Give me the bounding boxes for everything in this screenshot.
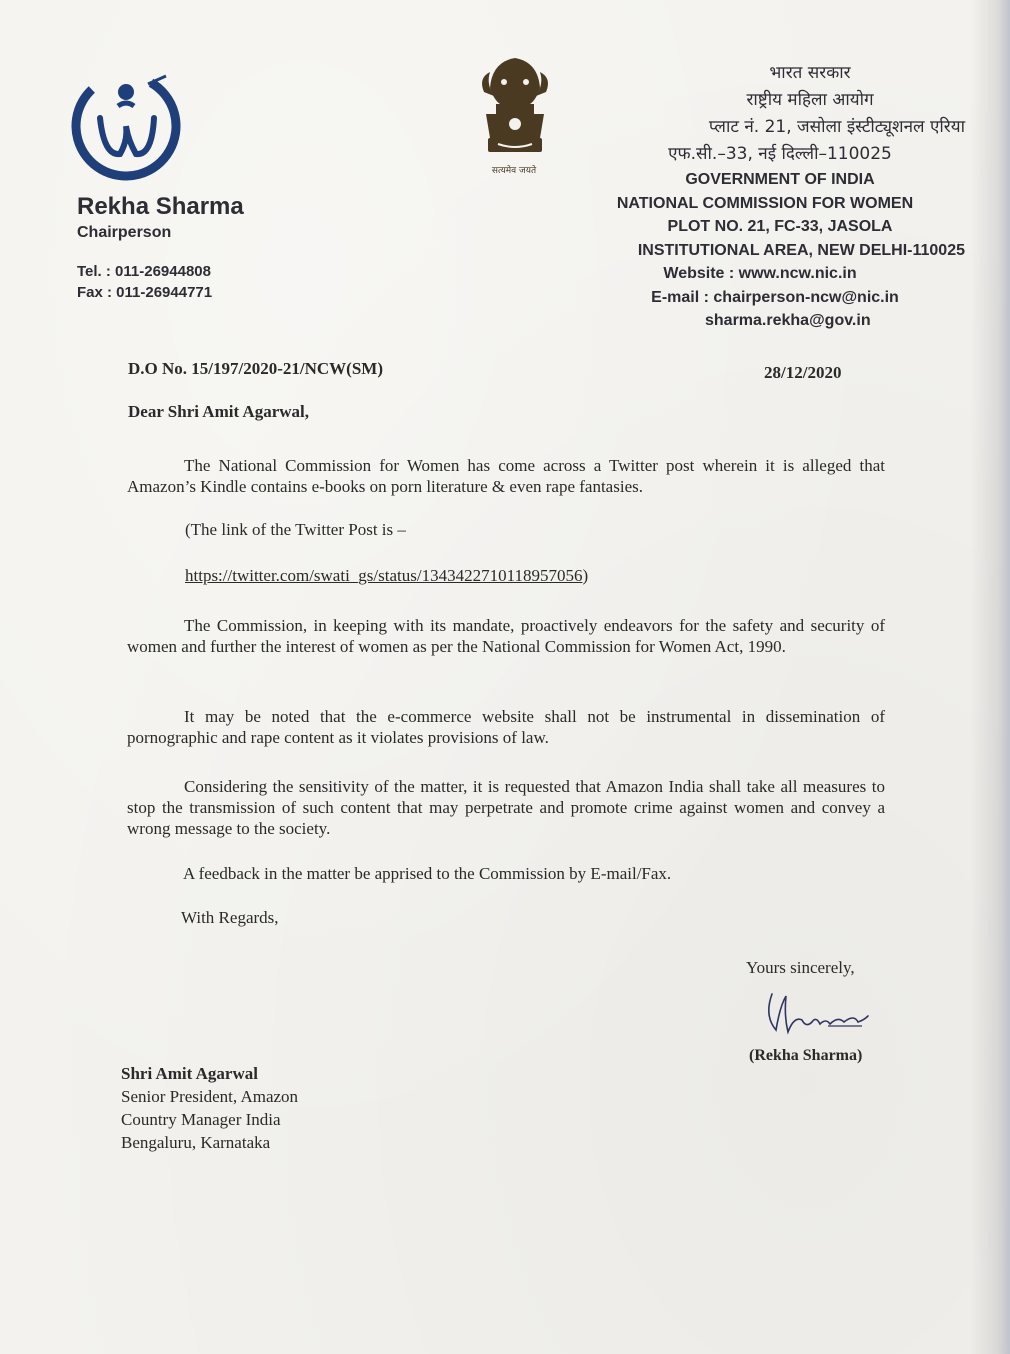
- english-line-2: NATIONAL COMMISSION FOR WOMEN: [616, 194, 914, 212]
- salutation: Dear Shri Amit Agarwal,: [128, 402, 310, 421]
- paragraph-1: The National Commission for Women has come across a Twitter post wherein it is alleged that Amazon’s Kindle contains e-books on porn literature & even rape fantasies.: [127, 456, 885, 496]
- letter-date: 28/12/2020: [764, 363, 842, 382]
- email-line-2: sharma.rekha@gov.in: [705, 312, 871, 329]
- recipient-line-3: Bengaluru, Karnataka: [121, 1133, 271, 1152]
- hindi-line-3: प्लाट नं. 21, जसोला इंस्टीट्यूशनल एरिया: [708, 117, 965, 137]
- hindi-line-4: एफ.सी.–33, नई दिल्ली–110025: [668, 144, 892, 164]
- recipient-name: Shri Amit Agarwal: [121, 1064, 258, 1083]
- recipient-line-2: Country Manager India: [121, 1110, 281, 1129]
- twitter-link-line: [185, 566, 588, 586]
- paragraph-4: Considering the sensitivity of the matter, it is requested that Amazon India shall take all measures to stop the transmission of such content that may perpetrate and promote crime against women and convey a wrong message to the society.: [127, 777, 885, 838]
- letterhead-address: [535, 60, 965, 333]
- regards: With Regards,: [181, 908, 279, 927]
- email-line-1: E-mail : chairperson-ncw@nic.in: [651, 288, 899, 306]
- hindi-line-1: भारत सरकार: [769, 63, 851, 83]
- twitter-link[interactable]: https://twitter.com/swati_gs/status/1343422710118957056: [185, 566, 583, 585]
- signer-name: (Rekha Sharma): [749, 1047, 863, 1064]
- reference-number: D.O No. 15/197/2020-21/NCW(SM): [128, 359, 383, 378]
- telephone-number: Tel. : 011-26944808: [77, 263, 211, 280]
- chairperson-name: Rekha Sharma: [77, 193, 244, 220]
- english-line-3: PLOT NO. 21, FC-33, JASOLA: [667, 218, 893, 235]
- chairperson-title: Chairperson: [77, 224, 172, 241]
- paragraph-5: A feedback in the matter be apprised to the Commission by E-mail/Fax.: [183, 864, 672, 883]
- fax-number: Fax : 011-26944771: [77, 284, 213, 301]
- link-intro: (The link of the Twitter Post is –: [185, 520, 406, 539]
- signature: [758, 986, 878, 1038]
- recipient-line-1: Senior President, Amazon: [121, 1087, 299, 1106]
- paragraph-3: It may be noted that the e-commerce website shall not be instrumental in dissemination of pornographic and rape content as it violates provisions of law.: [127, 707, 885, 747]
- page-edge-shadow: [970, 0, 1010, 1354]
- website-line: Website : www.ncw.nic.in: [663, 265, 857, 282]
- english-line-1: GOVERNMENT OF INDIA: [685, 171, 875, 188]
- english-line-4: INSTITUTIONAL AREA, NEW DELHI-110025: [637, 241, 965, 259]
- link-close: ): [582, 566, 589, 585]
- closing: Yours sincerely,: [746, 958, 855, 977]
- hindi-line-2: राष्ट्रीय महिला आयोग: [746, 90, 874, 110]
- ncw-logo: [70, 70, 182, 182]
- emblem-motto: सत्यमेव जयते: [491, 166, 537, 176]
- paragraph-2: The Commission, in keeping with its mandate, proactively endeavors for the safety and security of women and further the interest of women as per the National Commission for Women Act, 1990.: [127, 616, 885, 656]
